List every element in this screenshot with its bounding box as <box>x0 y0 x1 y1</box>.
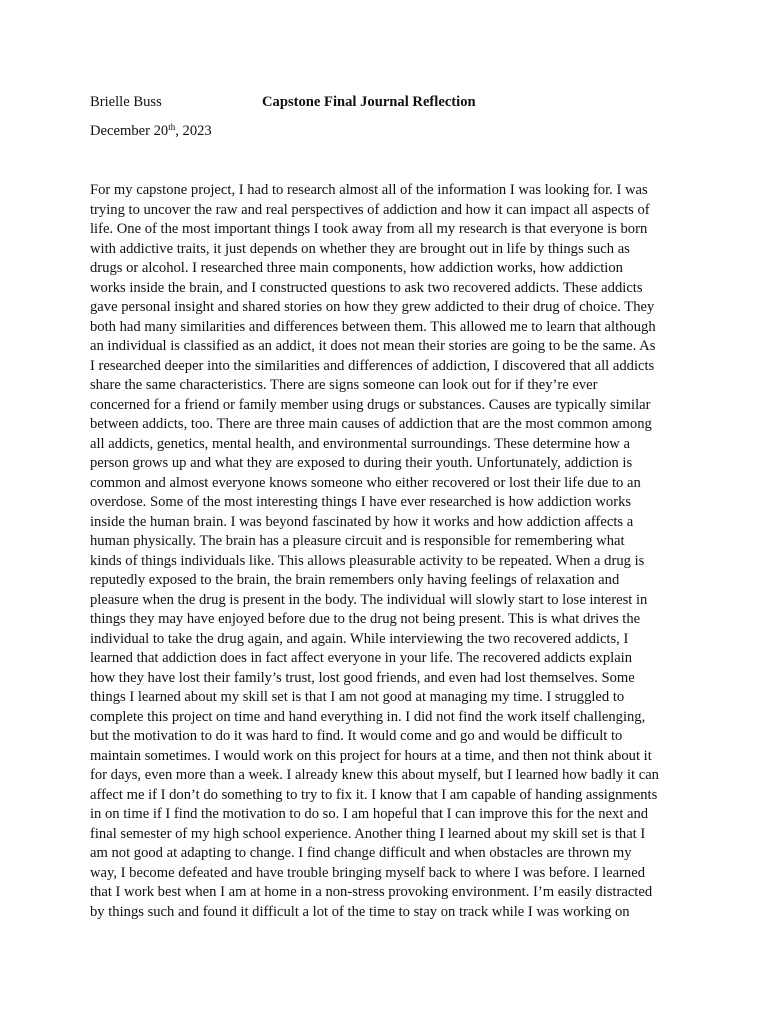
body-text-line: for days, even more than a week. I already knew this about myself, but I learned how badly it can <box>90 767 659 783</box>
body-text-line: am not good at adapting to change. I find change difficult and when obstacles are thrown my <box>90 845 632 861</box>
document-date <box>90 122 212 141</box>
body-text-line: all addicts, genetics, mental health, and environmental surroundings. These determine how a <box>90 435 630 452</box>
body-text-line: works inside the brain, and I constructed questions to ask two recovered addicts. These addicts <box>90 279 643 296</box>
author-name: Brielle Buss <box>90 94 162 110</box>
body-text-line: things I learned about my skill set is that I am not good at managing my time. I struggled to <box>90 689 625 705</box>
body-text-line: with addictive traits, it just depends on whether they are brought out in life by things such as <box>90 240 630 257</box>
body-text-line: in on time if I find the motivation to do so. I am hopeful that I can improve this for the next and <box>90 806 649 822</box>
body-text-line: things they may have enjoyed before due to the drug not being present. This is what drives the <box>90 611 641 627</box>
body-text-line: For my capstone project, I had to research almost all of the information I was looking for. I was <box>90 182 648 198</box>
body-text-line: concerned for a friend or family member using drugs or substances. Causes are typically similar <box>90 396 651 413</box>
body-text-line: inside the human brain. I was beyond fascinated by how it works and how addiction affects a <box>90 513 634 530</box>
body-text-line: pleasure when the drug is present in the body. The individual will slowly start to lose interest in <box>90 591 648 608</box>
body-text-line: reputedly exposed to the brain, the brain remembers only having feelings of relaxation and <box>90 572 620 588</box>
body-text-line: that I work best when I am at home in a non-stress provoking environment. I’m easily distracted <box>90 884 653 900</box>
body-text-line: life. One of the most important things I took away from all my research is that everyone is born <box>90 221 648 237</box>
body-text-line: affect me if I don’t do something to try to fix it. I know that I am capable of handing assignments <box>90 786 658 803</box>
body-text-line: share the same characteristics. There are signs someone can look out for if they’re ever <box>90 377 598 393</box>
body-text-line: by things such and found it difficult a lot of the time to stay on track while I was working on <box>90 903 630 920</box>
body-text-line: complete this project on time and hand everything in. I did not find the work itself challenging, <box>90 708 646 725</box>
body-text-line: gave personal insight and shared stories on how they grew addicted to their drug of choice. They <box>90 299 655 315</box>
body-text-line: an individual is classified as an addict, it does not mean their stories are going to be the same. As <box>90 338 656 354</box>
body-text-line: human physically. The brain has a pleasure circuit and is responsible for remembering what <box>90 533 625 549</box>
body-text-line: maintain sometimes. I would work on this project for hours at a time, and then not think about it <box>90 747 652 764</box>
body-text-line: drugs or alcohol. I researched three main components, how addiction works, how addiction <box>90 260 623 276</box>
date-main: December 20 <box>90 123 169 139</box>
reflection-body <box>90 181 690 922</box>
body-text-line: final semester of my high school experience. Another thing I learned about my skill set is that I <box>90 825 646 842</box>
body-text-line: learned that addiction does in fact affect everyone in your life. The recovered addicts explain <box>90 650 633 666</box>
date-ordinal-suffix: th <box>168 122 176 132</box>
body-text-line: both had many similarities and differences between them. This allowed me to learn that although <box>90 318 656 335</box>
body-text-line: how they have lost their family’s trust, lost good friends, and even had lost themselves. Some <box>90 669 635 686</box>
document-title: Capstone Final Journal Reflection <box>262 94 476 110</box>
body-text-line: kinds of things individuals like. This allows pleasurable activity to be repeated. When a drug is <box>90 552 645 569</box>
body-text-line: I researched deeper into the similarities and differences of addiction, I discovered that all addicts <box>90 357 655 374</box>
body-text-line: between addicts, too. There are three main causes of addiction that are the most common among <box>90 416 652 432</box>
body-text-line: way, I become defeated and have trouble bringing myself back to where I was before. I learned <box>90 864 645 881</box>
body-text-line: person grows up and what they are exposed to during their youth. Unfortunately, addiction is <box>90 455 633 471</box>
body-text-line: but the motivation to do it was hard to find. It would come and go and would be difficult to <box>90 728 623 744</box>
date-year: , 2023 <box>175 123 212 139</box>
body-text-line: individual to take the drug again, and again. While interviewing the two recovered addicts, I <box>90 630 629 647</box>
body-text-line: common and almost everyone knows someone who either recovered or lost their life due to an <box>90 474 641 491</box>
body-text-line: trying to uncover the raw and real perspectives of addiction and how it can impact all aspects of <box>90 201 650 218</box>
body-text-line: overdose. Some of the most interesting things I have ever researched is how addiction works <box>90 494 632 510</box>
